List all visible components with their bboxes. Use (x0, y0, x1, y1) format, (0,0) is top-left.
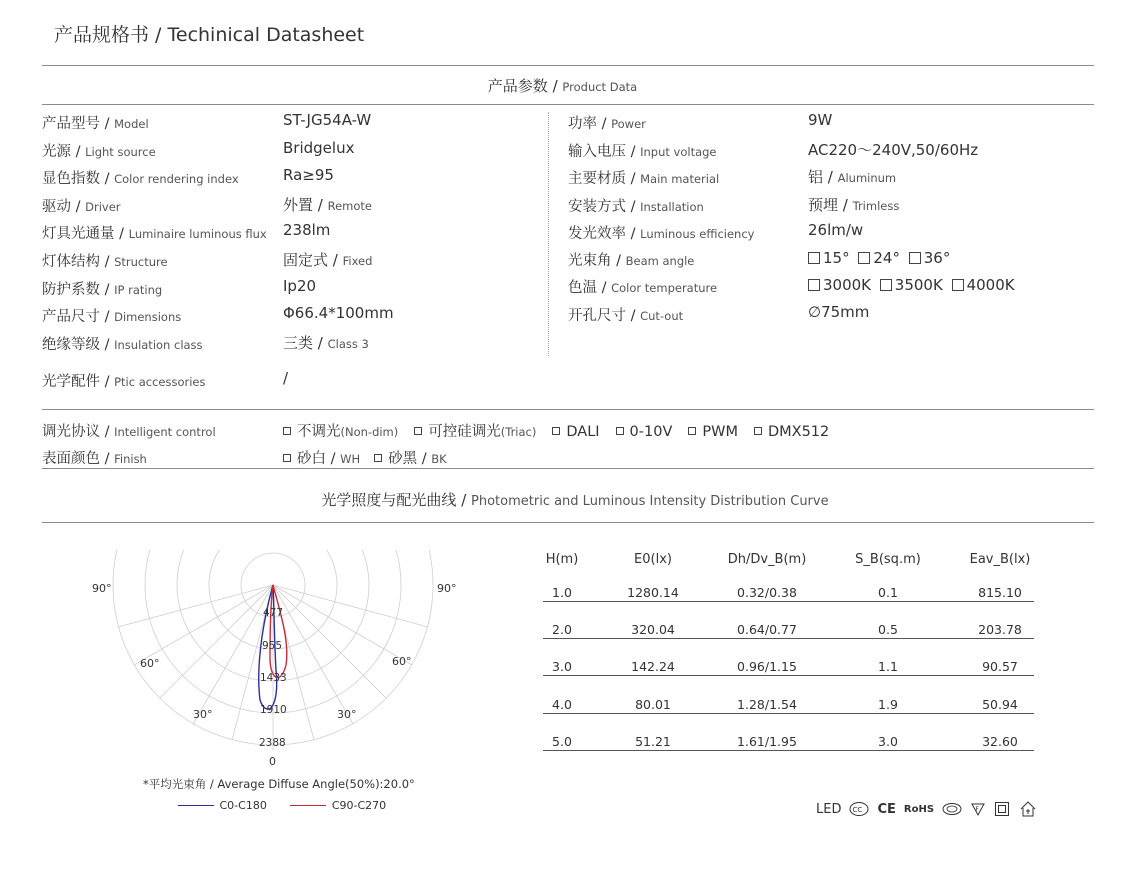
beam-angle-en: Beam angle (625, 254, 695, 268)
beam-angle-caption: *平均光束角 / Average Diffuse Angle(50%):20.0° (143, 777, 415, 791)
spec-value (283, 221, 330, 239)
svg-text:F: F (975, 806, 979, 813)
polar-intensity-diagram (80, 540, 470, 780)
spec-value-text: 外置 (283, 195, 314, 214)
certification-marks (816, 800, 1038, 818)
ring-label: 2388 (259, 737, 286, 749)
table-cell: 142.24 (631, 659, 675, 675)
spec-value: 固定式 / Fixed (283, 251, 373, 269)
spec-label: 发光效率 / Luminous efficiency (568, 226, 755, 243)
spec-value-text: 9W (808, 111, 833, 129)
color-temp-option: 3000K (823, 276, 872, 294)
spec-label-cn: 产品型号 (42, 116, 100, 132)
table-header: E0(lx) (634, 552, 672, 567)
spec-label-cn: 主要材质 (568, 171, 626, 188)
photometric-title-cn: 光学照度与配光曲线 (321, 491, 457, 509)
rohs-mark: RoHS (903, 803, 935, 815)
spec-value (283, 277, 316, 295)
spec-label: 光源 / Light source (42, 143, 156, 160)
control-option-cn: PWM (702, 424, 738, 440)
ccc-icon (849, 801, 869, 817)
spec-label-en: Dimensions (114, 310, 182, 325)
spec-value-text: 26lm/w (808, 221, 864, 240)
recessed-mount-icon (1018, 800, 1038, 818)
table-header: H(m) (545, 552, 579, 567)
spec-label: 驱动 / Driver (42, 198, 121, 215)
finish-en: Finish (114, 452, 147, 466)
color-temp-option: 3500K (894, 276, 943, 294)
checkbox-icon[interactable] (414, 427, 422, 435)
table-cell: 5.0 (552, 733, 572, 749)
table-cell: 50.94 (982, 696, 1018, 712)
finish-option-en: BK (431, 452, 447, 466)
spec-value-text: 三类 (283, 333, 314, 352)
checkbox-icon[interactable] (616, 427, 624, 435)
spec-label-en: Installation (640, 199, 704, 214)
legend-swatch-c90 (290, 805, 326, 806)
cutout-value: ∅75mm (808, 303, 870, 321)
ring-label: 477 (263, 607, 284, 619)
table-cell: 203.78 (978, 622, 1022, 638)
checkbox-icon[interactable] (754, 427, 762, 435)
spec-value (283, 111, 371, 129)
spec-value-text: AC220～240V,50/60Hz (808, 140, 979, 159)
divider (42, 522, 1094, 523)
spec-label-cn: 驱动 (42, 198, 71, 215)
spec-label-cn: 灯具光通量 (42, 226, 115, 243)
cutout-cn: 开孔尺寸 (568, 308, 626, 324)
control-option-cn: 0-10V (629, 424, 673, 440)
spec-value (283, 304, 394, 322)
angle-label-90-left: 90° (92, 582, 112, 595)
spec-label-cn: 功率 (568, 116, 597, 132)
color-temp-option: 4000K (966, 276, 1015, 294)
checkbox-icon[interactable] (283, 427, 291, 435)
spec-label-cn: 灯体结构 (42, 254, 100, 270)
table-cell: 1.61/1.95 (737, 733, 797, 749)
table-cell: 3.0 (552, 659, 572, 675)
spec-label-cn: 光源 (42, 143, 71, 160)
spec-label-en: Insulation class (114, 337, 203, 352)
checkbox-icon[interactable] (808, 279, 820, 291)
legend-label-c90: C90-C270 (331, 799, 387, 812)
table-cell: 815.10 (978, 585, 1022, 600)
table-cell: 0.5 (878, 622, 898, 638)
spec-label: 输入电压 / Input voltage (568, 143, 717, 160)
spec-label: 功率 / Power (568, 116, 646, 132)
spec-value-en: Trimless (852, 198, 900, 213)
finish-option-cn: 砂白 (297, 451, 326, 467)
optic-cn: 光学配件 (42, 374, 100, 390)
beam-angle-options (808, 249, 950, 267)
spec-value-text: Ip20 (283, 276, 317, 295)
spec-label-en: Power (611, 117, 646, 131)
spec-value-en: Class 3 (327, 336, 369, 351)
control-option-cn: 可控硅调光 (428, 424, 501, 440)
spec-label: 主要材质 / Main material (568, 171, 720, 188)
spec-value: 预埋 / Trimless (808, 195, 900, 214)
table-cell: 0.96/1.15 (737, 659, 797, 675)
divider (42, 104, 1094, 105)
spec-value-en: Remote (327, 198, 372, 213)
checkbox-icon[interactable] (283, 454, 291, 462)
table-cell: 1280.14 (627, 585, 679, 600)
ring-label: 1910 (260, 704, 287, 716)
table-cell: 51.21 (635, 733, 671, 749)
spec-value (808, 139, 978, 160)
spec-value-text: 铝 (808, 168, 824, 187)
photometric-title-en: Photometric and Luminous Intensity Distribution Curve (471, 494, 829, 509)
control-option[interactable] (414, 424, 536, 440)
checkbox-icon[interactable] (808, 252, 820, 264)
spec-value: 外置 / Remote (283, 195, 372, 214)
checkbox-icon[interactable] (952, 279, 964, 291)
cqc-icon (942, 801, 962, 817)
checkbox-icon[interactable] (909, 252, 921, 264)
table-cell: 0.32/0.38 (737, 585, 797, 600)
table-cell: 1.9 (878, 696, 898, 712)
checkbox-icon[interactable] (374, 454, 382, 462)
table-cell: 0.64/0.77 (737, 622, 797, 638)
column-separator (548, 112, 549, 356)
spec-label: 安装方式 / Installation (568, 198, 704, 215)
spec-value-text: Bridgelux (283, 138, 355, 157)
spec-label-en: Luminous efficiency (640, 227, 755, 242)
cutout-en: Cut-out (640, 309, 684, 323)
spec-label: 显色指数 / Color rendering index (42, 171, 239, 188)
product-data-title-cn: 产品参数 (487, 77, 548, 95)
legend-label-c0: C0-C180 (219, 799, 267, 812)
spec-label-en: IP rating (114, 282, 163, 297)
control-option-en: (Triac) (500, 425, 537, 439)
table-cell: 1.0 (552, 585, 572, 600)
table-header: S_B(sq.m) (855, 552, 921, 567)
beam-option: 15° (823, 249, 850, 267)
table-header: Eav_B(lx) (969, 552, 1031, 567)
spec-label-en: Light source (85, 144, 156, 159)
polar-legend (178, 799, 386, 812)
spec-label-en: Structure (114, 255, 168, 269)
table-cell: 3.0 (878, 733, 898, 749)
beam-option: 24° (873, 249, 900, 267)
led-mark: LED (816, 801, 842, 817)
table-row-divider (543, 601, 1034, 602)
spec-label-en: Input voltage (640, 144, 717, 159)
divider (42, 409, 1094, 410)
spec-label-beam-angle: 光束角 / Beam angle (568, 253, 695, 269)
control-option-cn: DMX512 (767, 424, 830, 440)
angle-label-30-right: 30° (337, 708, 357, 721)
checkbox-icon[interactable] (552, 427, 560, 435)
table-cell: 1.28/1.54 (737, 696, 797, 712)
document-title (54, 20, 364, 47)
spec-label-en: Main material (640, 172, 720, 187)
checkbox-icon[interactable] (880, 279, 892, 291)
table-cell: 2.0 (552, 622, 572, 638)
spec-value-text: 238lm (283, 221, 331, 240)
table-row-divider (543, 713, 1034, 714)
color-temp-en: Color temperature (611, 281, 718, 295)
spec-value: 铝 / Aluminum (808, 168, 897, 187)
spec-label-finish: 表面颜色 / Finish (42, 451, 147, 467)
spec-label-cutout: 开孔尺寸 / Cut-out (568, 308, 684, 324)
f-mark-triangle-icon (970, 801, 986, 817)
ring-label: 955 (262, 640, 283, 652)
product-data-title: 产品参数 / Product Data (487, 77, 638, 95)
finish-option-en: WH (340, 452, 361, 466)
color-temp-options (808, 276, 1015, 294)
spec-value (283, 139, 354, 157)
spec-label: 产品尺寸 / Dimensions (42, 309, 182, 326)
control-option[interactable] (688, 424, 738, 440)
spec-value (808, 111, 832, 129)
title-en: Techinical Datasheet (167, 24, 365, 46)
spec-label: 灯具光通量 / Luminaire luminous flux (42, 226, 267, 243)
spec-label-en: Color rendering index (114, 172, 239, 187)
title-cn: 产品规格书 (54, 24, 150, 46)
spec-label: 产品型号 / Model (42, 116, 149, 132)
table-cell: 0.1 (878, 585, 898, 600)
control-option[interactable] (754, 424, 829, 440)
control-cn: 调光协议 (42, 424, 100, 440)
divider (42, 65, 1094, 66)
checkbox-icon[interactable] (688, 427, 696, 435)
spec-value: 三类 / Class 3 (283, 333, 369, 352)
control-option[interactable] (616, 424, 673, 440)
spec-label: 防护系数 / IP rating (42, 281, 163, 298)
product-data-title-en: Product Data (562, 80, 638, 94)
divider (42, 468, 1094, 469)
beam-option: 36° (923, 249, 951, 267)
control-options (283, 420, 845, 441)
spec-label-cn: 安装方式 (568, 198, 626, 215)
finish-options (283, 447, 461, 468)
spec-value (283, 166, 334, 184)
control-option[interactable] (283, 424, 398, 440)
photometric-title: 光学照度与配光曲线 / Photometric and Luminous Intensity Distribution Curve (321, 491, 829, 509)
table-row-divider (543, 675, 1034, 676)
control-option-cn: 不调光 (297, 424, 341, 440)
spec-value-text: Ra≥95 (283, 166, 334, 185)
finish-option[interactable]: 砂白 / WH (283, 451, 360, 467)
table-row-divider (543, 638, 1034, 639)
spec-value-text: 预埋 (808, 195, 839, 214)
spec-label-cn: 显色指数 (42, 171, 100, 188)
spec-value-en: Fixed (342, 254, 373, 268)
spec-label-cn: 发光效率 (568, 226, 626, 243)
control-en: Intelligent control (114, 425, 216, 439)
double-insulation-icon (994, 801, 1010, 817)
spec-value (808, 221, 863, 239)
table-cell: 320.04 (631, 622, 675, 638)
spec-value-text: 固定式 (283, 251, 329, 269)
spec-label-cn: 绝缘等级 (42, 336, 100, 353)
finish-option-cn: 砂黑 (388, 451, 418, 467)
spec-label-optic: 光学配件 / Ptic accessories (42, 374, 206, 390)
spec-label-cn: 输入电压 (568, 143, 626, 160)
angle-label-60-left: 60° (140, 657, 160, 670)
finish-option[interactable]: 砂黑 / BK (374, 451, 447, 467)
table-cell: 1.1 (878, 659, 898, 675)
beam-angle-cn: 光束角 (568, 253, 612, 269)
spec-label-cn: 防护系数 (42, 281, 100, 298)
spec-label: 绝缘等级 / Insulation class (42, 336, 203, 353)
legend-swatch-c0 (178, 805, 214, 806)
title-separator: / (149, 24, 168, 46)
svg-text:CC: CC (852, 806, 863, 814)
control-option-en: (Non-dim) (340, 425, 399, 439)
table-cell: 32.60 (982, 733, 1018, 749)
spec-label-en: Driver (85, 199, 121, 214)
table-cell: 4.0 (552, 696, 572, 712)
angle-label-90-right: 90° (437, 582, 457, 595)
control-option[interactable] (552, 424, 599, 440)
spec-label-en: Luminaire luminous flux (128, 227, 267, 242)
color-temp-cn: 色温 (568, 280, 597, 296)
spec-label-control: 调光协议 / Intelligent control (42, 424, 216, 440)
spec-label-color-temperature: 色温 / Color temperature (568, 280, 718, 296)
spec-label-cn: 产品尺寸 (42, 309, 100, 326)
table-header: Dh/Dv_B(m) (727, 552, 807, 567)
optic-value: / (283, 369, 289, 387)
optic-en: Ptic accessories (114, 375, 206, 389)
ring-label: 1433 (260, 672, 287, 684)
angle-label-0: 0 (269, 755, 276, 768)
spec-value-text: ST-JG54A-W (283, 111, 372, 129)
spec-label-en: Model (114, 117, 149, 131)
angle-label-60-right: 60° (392, 655, 412, 668)
spec-value-en: Aluminum (837, 171, 897, 186)
angle-label-30-left: 30° (193, 708, 213, 721)
ce-mark: CE (877, 801, 896, 817)
table-cell: 80.01 (635, 696, 671, 712)
spec-label: 灯体结构 / Structure (42, 254, 168, 270)
table-cell: 90.57 (982, 659, 1018, 675)
control-option-cn: DALI (566, 424, 600, 440)
spec-value-text: Φ66.4*100mm (283, 304, 394, 323)
checkbox-icon[interactable] (858, 252, 870, 264)
finish-cn: 表面颜色 (42, 451, 100, 467)
curve-c90-c270 (270, 585, 287, 678)
table-row-divider (543, 750, 1034, 751)
